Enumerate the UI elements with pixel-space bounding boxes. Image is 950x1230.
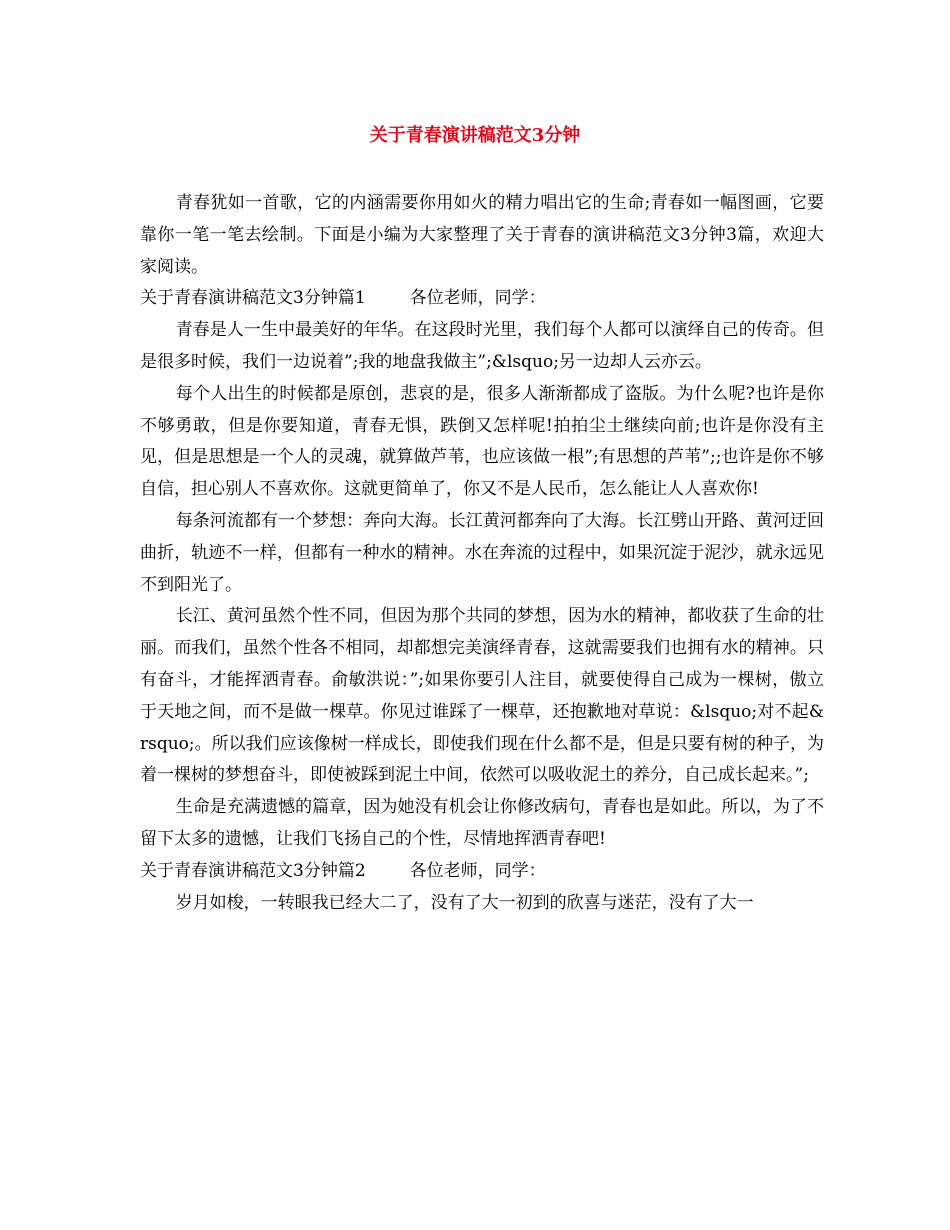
document-body: [140, 188, 824, 919]
section-heading-1: [140, 283, 824, 315]
document-title: 关于青春演讲稿范文3分钟: [369, 125, 581, 146]
section-heading-2: [140, 856, 824, 888]
body-paragraph: 每条河流都有一个梦想：奔向大海。长江黄河都奔向了大海。长江劈山开路、黄河迂回曲折，轨迹不一样，但都有一种水的精神。水在奔流的过程中，如果沉淀于泥沙，就永远见不到阳光了。: [140, 510, 824, 595]
intro-paragraph: 青春犹如一首歌，它的内涵需要你用如火的精力唱出它的生命;青春如一幅图画，它要靠你一笔一笔去绘制。下面是小编为大家整理了关于青春的演讲稿范文3分钟3篇，欢迎大家阅读。: [140, 193, 824, 277]
body-paragraph: 青春是人一生中最美好的年华。在这段时光里，我们每个人都可以演绎自己的传奇。但是很多时候，我们一边说着”;我的地盘我做主”;&lsquo;另一边却人云亦云。: [140, 320, 824, 372]
body-paragraph: 岁月如梭，一转眼我已经大二了，没有了大一初到的欣喜与迷茫，没有了大一: [175, 892, 754, 913]
section-heading-label: 关于青春演讲稿范文3分钟篇1: [140, 288, 366, 309]
section-heading-label: 关于青春演讲稿范文3分钟篇2: [140, 860, 366, 881]
body-paragraph: 长江、黄河虽然个性不同，但因为那个共同的梦想，因为水的精神，都收获了生命的壮丽。而我们，虽然个性各不相同，却都想完美演绎青春，这就需要我们也拥有水的精神。只有奋斗，才能挥洒青春。俞敏洪说：”;如果你要引人注目，就要使得自己成为一棵树，傲立于天地之间，而不是做一棵草。你见过谁踩了一棵草，还抱歉地对草说：&lsquo;对不起&rsquo;。所以我们应该像树一样成长，即使我们现在什么都不是，但是只要有树的种子，为着一棵树的梦想奋斗，即使被踩到泥土中间，依然可以吸收泥土的养分，自己成长起来。”;: [140, 606, 824, 786]
body-paragraph: 每个人出生的时候都是原创，悲哀的是，很多人渐渐都成了盗版。为什么呢?也许是你不够勇敢，但是你要知道，青春无惧，跌倒又怎样呢!拍拍尘土继续向前;也许是你没有主见，但是思想是一个人的灵魂，就算做芦苇，也应该做一根”;有思想的芦苇”;;也许是你不够自信，担心别人不喜欢你。这就更简单了，你又不是人民币，怎么能让人人喜欢你!: [140, 383, 824, 500]
section-greeting: 各位老师，同学：: [409, 288, 546, 309]
section-greeting: 各位老师，同学：: [409, 860, 546, 881]
body-paragraph: 生命是充满遗憾的篇章，因为她没有机会让你修改病句，青春也是如此。所以，为了不留下太多的遗憾，让我们飞扬自己的个性，尽情地挥洒青春吧!: [140, 797, 824, 849]
